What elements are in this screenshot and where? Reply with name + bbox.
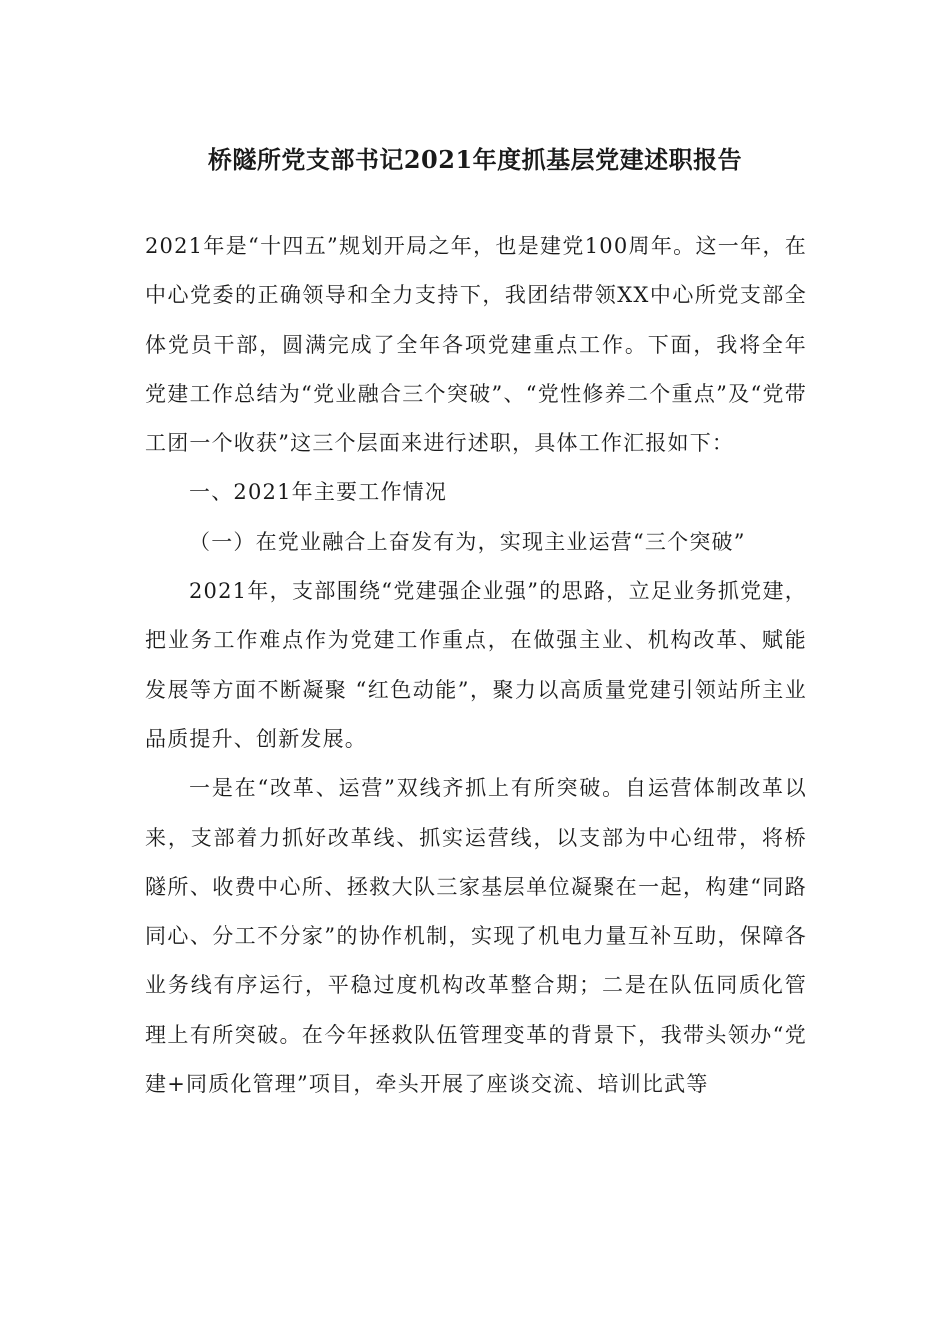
subsection-heading: （一）在党业融合上奋发有为，实现主业运营“三个突破”	[189, 529, 746, 554]
section-heading: 一、2021年主要工作情况	[189, 480, 448, 505]
body-paragraph: 2021年，支部围绕“党建强企业强”的思路，立足业务抓党建，把业务工作难点作为党建工作重点，在做强主业、机构改革、赋能发展等方面不断凝聚 “红色动能”，聚力以高质量党建引领站所主业品质提升、创新发展。	[145, 579, 807, 751]
document-title: 桥隧所党支部书记2021年度抓基层党建述职报告	[207, 145, 743, 174]
document-body	[145, 222, 807, 1109]
intro-paragraph: 2021年是“十四五”规划开局之年，也是建党100周年。这一年，在中心党委的正确领导和全力支持下，我团结带领XX中心所党支部全体党员干部，圆满完成了全年各项党建重点工作。下面，我将全年党建工作总结为“党业融合三个突破”、“党性修养二个重点”及“党带工团一个收获”这三个层面来进行述职，具体工作汇报如下：	[145, 234, 807, 456]
body-paragraph: 一是在“改革、运营”双线齐抓上有所突破。自运营体制改革以来，支部着力抓好改革线、抓实运营线，以支部为中心纽带，将桥隧所、收费中心所、拯救大队三家基层单位凝聚在一起，构建“同路同心、分工不分家”的协作机制，实现了机电力量互补互助，保障各业务线有序运行，平稳过度机构改革整合期；二是在队伍同质化管理上有所突破。在今年拯救队伍管理变革的背景下，我带头领办“党建+同质化管理”项目，牵头开展了座谈交流、培训比武等	[145, 776, 807, 1097]
